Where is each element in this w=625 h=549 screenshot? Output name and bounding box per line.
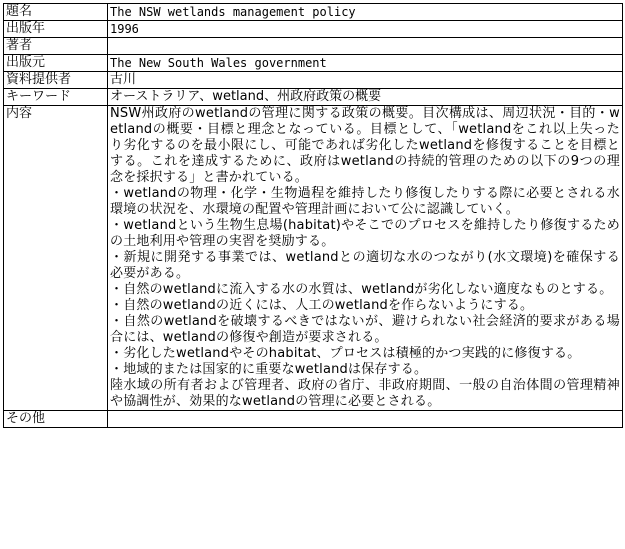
keywords-label: キーワード (4, 89, 108, 106)
title-label: 題名 (4, 4, 108, 21)
author-value (108, 38, 623, 55)
content-paragraph: ・wetlandという生物生息場(habitat)やそこでのプロセスを維持したり修復するための土地利用や管理の実習を奨励する。 (110, 218, 620, 249)
publisher-value: The New South Wales government (108, 55, 623, 72)
content-paragraph: ・地域的または国家的に重要なwetlandは保存する。 (110, 362, 428, 377)
content-paragraph: ・自然のwetlandの近くには、人工のwetlandを作らないようにする。 (110, 298, 534, 313)
other-label: その他 (4, 411, 108, 428)
year-value: 1996 (108, 21, 623, 38)
other-value (108, 411, 623, 428)
content-paragraph: ・自然のwetlandを破壊するべきではないが、避けられない社会経済的要求がある場合には、wetlandの修復や創造が要求される。 (110, 314, 620, 345)
content-row (4, 106, 623, 411)
title-row (4, 4, 623, 21)
publisher-label: 出版元 (4, 55, 108, 72)
content-paragraph: NSW州政府のwetlandの管理に関する政策の概要。目次構成は、周辺状況・目的・wetlandの概要・目標と理念となっている。目標として、「wetlandをこれ以上失ったり劣化するのを最小限にし、可能であれば劣化したwetlandを修復することを目標とする。これを達成するために、政府はwetlandの持続的管理のための以下の9つの理念を採択する」と書かれている。 (110, 106, 620, 185)
other-row (4, 411, 623, 428)
keywords-value: オーストラリア、wetland、州政府政策の概要 (108, 89, 623, 106)
content-paragraph: ・自然のwetlandに流入する水の水質は、wetlandが劣化しない適度なものとする。 (110, 282, 613, 297)
provider-value: 古川 (108, 72, 623, 89)
provider-label: 資料提供者 (4, 72, 108, 89)
content-paragraph: ・新規に開発する事業では、wetlandとの適切な水のつながり(水文環境)を確保する必要がある。 (110, 250, 620, 281)
publisher-row (4, 55, 623, 72)
content-paragraph: ・劣化したwetlandやそのhabitat、プロセスは積極的かつ実践的に修復する。 (110, 346, 581, 361)
author-label: 著者 (4, 38, 108, 55)
year-row (4, 21, 623, 38)
provider-row (4, 72, 623, 89)
title-value: The NSW wetlands management policy (108, 4, 623, 21)
author-row (4, 38, 623, 55)
content-value (108, 106, 623, 411)
record-table (3, 3, 623, 428)
content-label: 内容 (4, 106, 108, 411)
content-paragraph: 陸水域の所有者および管理者、政府の省庁、非政府期間、一般の自治体間の管理精神や協調性が、効果的なwetlandの管理に必要とされる。 (110, 378, 620, 409)
content-paragraph: ・wetlandの物理・化学・生物過程を維持したり修復したりする際に必要とされる水環境の状況を、水環境の配置や管理計画において公に認識していく。 (110, 186, 620, 217)
year-label: 出版年 (4, 21, 108, 38)
keywords-row (4, 89, 623, 106)
